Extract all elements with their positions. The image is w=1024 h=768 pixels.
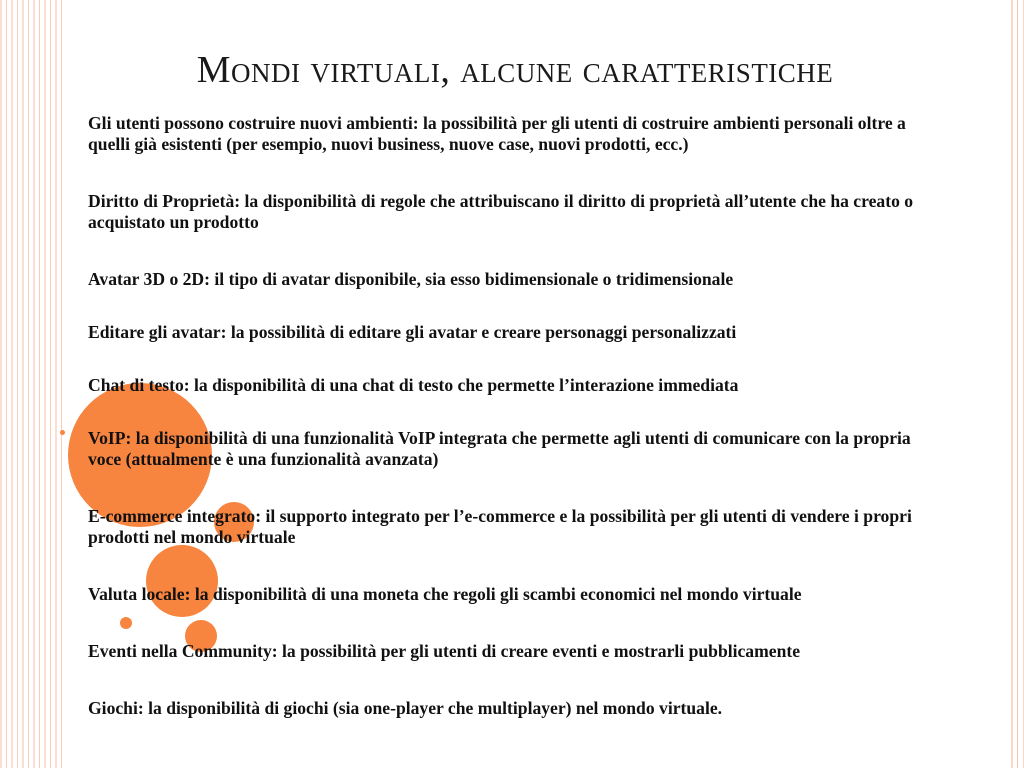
list-item: Avatar 3D o 2D: il tipo di avatar disponibile, sia esso bidimensionale o tridimensionale: [88, 269, 734, 289]
slide-title: Mondi virtuali, alcune caratteristiche: [196, 49, 834, 91]
list-item: Giochi: la disponibilità di giochi (sia one-player che multiplayer) nel mondo virtuale.: [88, 698, 723, 718]
left-decorative-stripes: [0, 0, 62, 768]
list-item: E-commerce integrato: il supporto integrato per l’e-commerce e la possibilità per gli utenti di vendere i propri prodotti nel mondo virtuale: [88, 506, 912, 547]
dot-orange: [60, 430, 65, 435]
list-item: Diritto di Proprietà: la disponibilità di regole che attribuiscano il diritto di proprietà all’utente che ha creato o acquistato un prodotto: [88, 191, 914, 232]
list-item: Valuta locale: la disponibilità di una moneta che regoli gli scambi economici nel mondo virtuale: [88, 584, 802, 604]
bullet-list: [88, 113, 948, 719]
list-item: Eventi nella Community: la possibilità per gli utenti di creare eventi e mostrarli pubblicamente: [88, 641, 801, 661]
list-item: Editare gli avatar: la possibilità di editare gli avatar e creare personaggi personalizzati: [88, 322, 737, 342]
list-item: Chat di testo: la disponibilità di una chat di testo che permette l’interazione immediata: [88, 375, 739, 395]
list-item: Gli utenti possono costruire nuovi ambienti: la possibilità per gli utenti di costruire ambienti personali oltre a quelli già esistenti (per esempio, nuovi business, nuove case, nuovi prodotti, ecc.): [88, 113, 906, 154]
list-item: VoIP: la disponibilità di una funzionalità VoIP integrata che permette agli utenti di comunicare con la propria voce (attualmente è una funzionalità avanzata): [88, 428, 911, 469]
right-decorative-stripes: [1006, 0, 1024, 768]
